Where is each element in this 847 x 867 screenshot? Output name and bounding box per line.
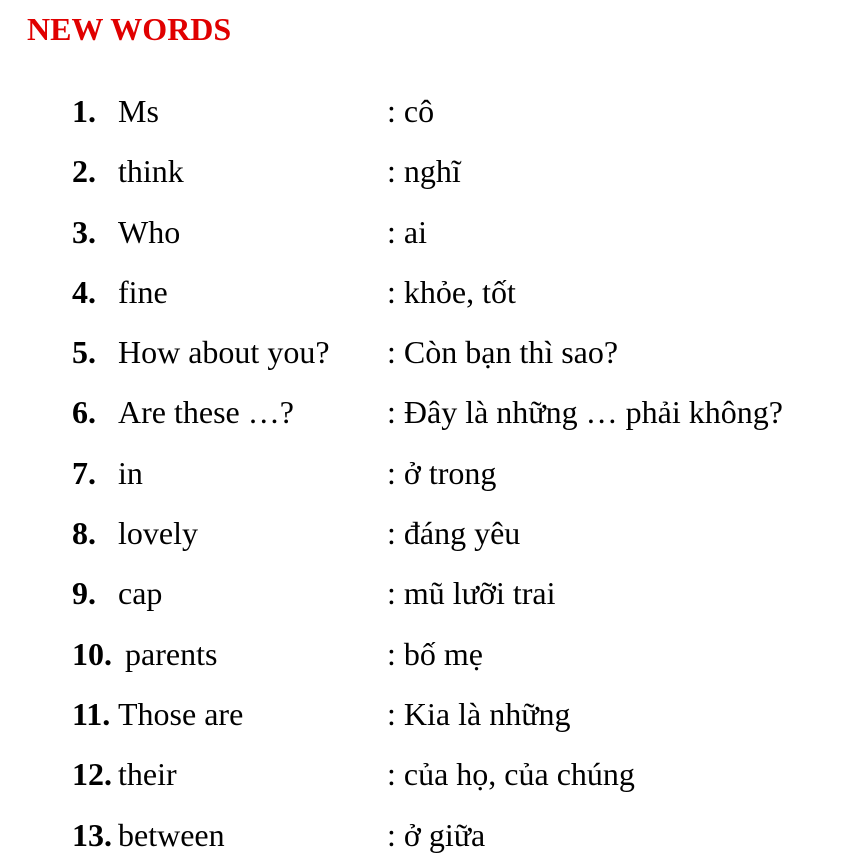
item-number: 6.	[72, 394, 96, 431]
item-number: 4.	[72, 273, 96, 310]
list-item	[0, 324, 847, 384]
item-term: think	[118, 153, 184, 190]
item-term: How about you?	[118, 334, 330, 371]
list-item	[0, 686, 847, 746]
item-meaning: : Kia là những	[387, 695, 571, 732]
item-meaning: : khỏe, tốt	[387, 273, 516, 310]
item-term: Those are	[118, 695, 244, 732]
item-meaning: : ai	[387, 213, 427, 250]
item-number: 2.	[72, 153, 96, 190]
item-meaning: : Đây là những … phải không?	[387, 394, 783, 431]
item-number: 13.	[72, 816, 112, 853]
item-meaning: : bố mẹ	[387, 635, 483, 672]
item-term: in	[118, 454, 143, 491]
item-meaning: : ở trong	[387, 454, 497, 491]
list-item	[0, 83, 847, 143]
item-term: between	[118, 816, 225, 853]
page-title: NEW WORDS	[27, 11, 232, 47]
item-term: parents	[125, 635, 218, 672]
item-meaning: : mũ lưỡi trai	[387, 575, 556, 612]
item-number: 9.	[72, 575, 96, 612]
item-meaning: : của họ, của chúng	[387, 756, 635, 793]
list-item	[0, 626, 847, 686]
list-item	[0, 445, 847, 505]
list-item	[0, 807, 847, 867]
item-term: Are these …?	[118, 394, 294, 431]
list-item	[0, 565, 847, 625]
list-item	[0, 204, 847, 264]
list-item	[0, 384, 847, 444]
item-number: 10.	[72, 635, 112, 672]
item-term: cap	[118, 575, 163, 612]
item-number: 3.	[72, 213, 96, 250]
item-number: 8.	[72, 515, 96, 552]
item-number: 5.	[72, 334, 96, 371]
item-number: 7.	[72, 454, 96, 491]
list-item	[0, 264, 847, 324]
item-term: Who	[118, 213, 181, 250]
list-item	[0, 143, 847, 203]
item-number: 11.	[72, 695, 111, 732]
vocab-list	[0, 83, 847, 867]
item-term: Ms	[118, 93, 159, 129]
item-term: fine	[118, 273, 168, 310]
item-number: 1.	[72, 93, 96, 129]
item-meaning: : cô	[387, 93, 435, 129]
list-item	[0, 505, 847, 565]
list-item	[0, 746, 847, 806]
item-number: 12.	[72, 756, 112, 793]
item-term: their	[118, 756, 177, 793]
item-meaning: : đáng yêu	[387, 515, 521, 552]
item-meaning: : nghĩ	[387, 153, 461, 190]
item-meaning: : Còn bạn thì sao?	[387, 334, 619, 371]
item-term: lovely	[118, 515, 198, 552]
item-meaning: : ở giữa	[387, 816, 486, 853]
